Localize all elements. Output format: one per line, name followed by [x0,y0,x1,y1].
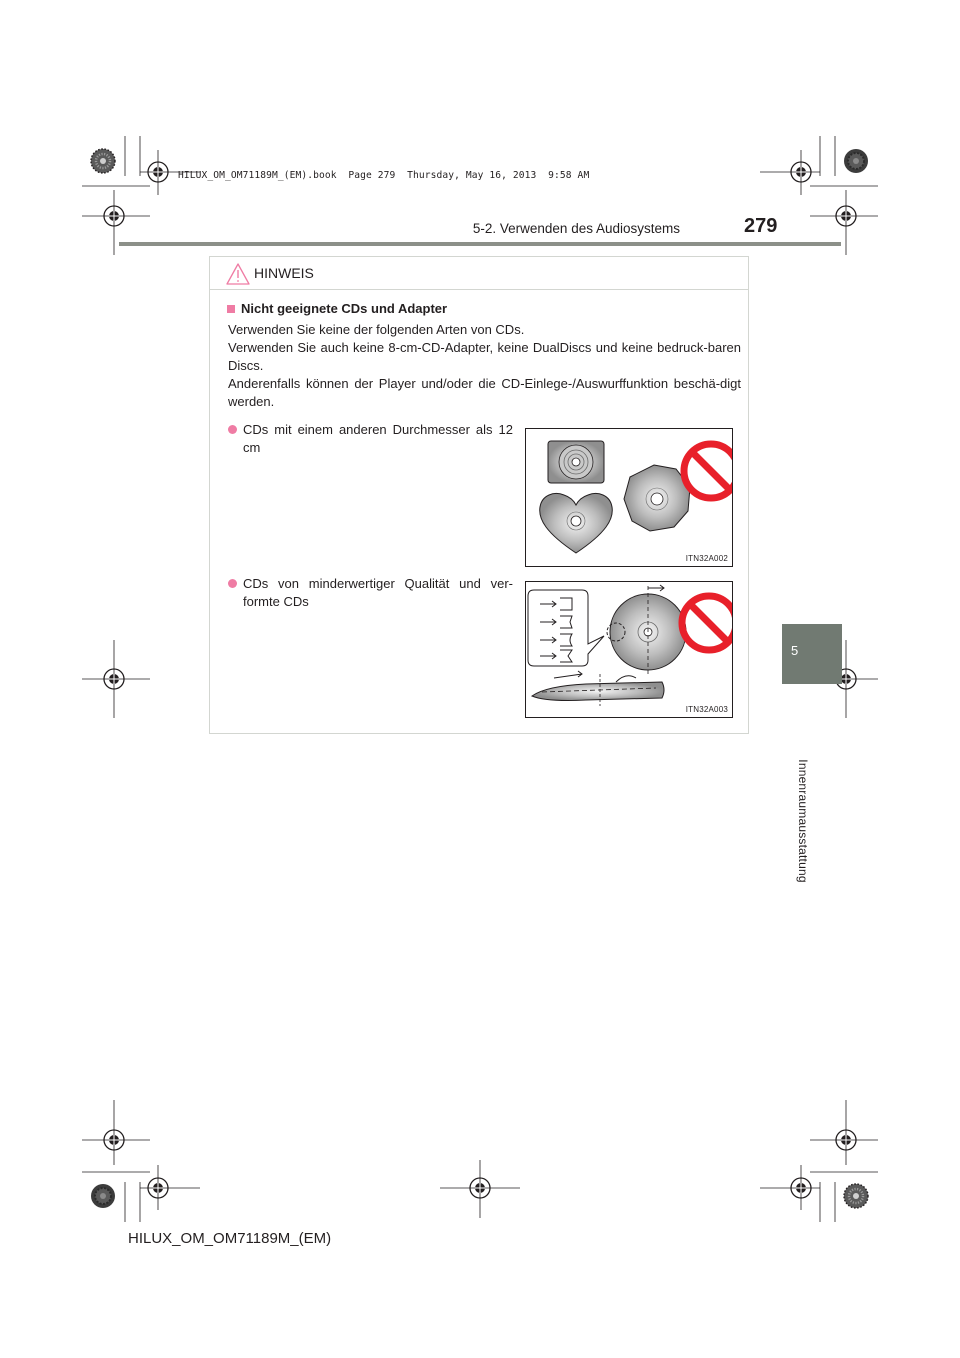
square-disc-icon [548,441,604,483]
section-title: 5-2. Verwenden des Audiosystems [472,221,680,236]
document-id: HILUX_OM_OM71189M_(EM) [128,1230,332,1247]
notice-subheading-text: Nicht geeignete CDs und Adapter [241,301,448,316]
list-item [228,575,513,611]
round-bullet-icon [228,579,237,588]
figure-odd-size-cds [525,428,733,567]
list-item-text: CDs mit einem anderen Durchmesser als 12 cm [243,422,513,455]
notice-box [209,256,749,734]
round-bullet-icon [228,425,237,434]
polygon-disc-icon [624,465,690,531]
chapter-label: Innenraumausstattung [796,759,810,883]
chapter-number: 5 [791,643,799,658]
notice-paragraph: Anderenfalls können der Player und/oder die CD-Einlege-/Auswurffunktion beschä-digt werden. [228,376,741,409]
header-rule [119,242,841,246]
notice-paragraph: Verwenden Sie keine der folgenden Arten von CDs. [228,322,525,337]
page-number: 279 [744,215,778,237]
book-metadata-line: HILUX_OM_OM71189M_(EM).book Page 279 Thursday, May 16, 2013 9:58 AM [178,170,590,181]
square-bullet-icon [227,305,235,313]
notice-subheading [227,301,447,316]
heart-disc-icon [540,494,613,554]
disc-icon [607,585,686,674]
edge-profiles-callout [528,590,604,666]
prohibited-icon [684,444,732,498]
odd-shaped-discs-illustration [526,429,732,566]
figure-deformed-cds [525,581,733,718]
warped-disc-profile [532,671,664,706]
prohibited-icon [682,596,732,650]
notice-paragraph: Verwenden Sie auch keine 8-cm-CD-Adapter, keine DualDiscs und keine bedruck-baren Discs. [228,340,741,373]
list-item-text: CDs von minderwertiger Qualität und ver-formte CDs [243,576,513,609]
figure-code: ITN32A003 [685,705,728,714]
notice-title: HINWEIS [254,265,314,281]
notice-header [210,257,748,290]
deformed-disc-illustration [526,582,732,717]
warning-triangle-icon [226,263,250,285]
figure-code: ITN32A002 [685,554,728,563]
chapter-tab [782,624,842,684]
list-item [228,421,513,457]
